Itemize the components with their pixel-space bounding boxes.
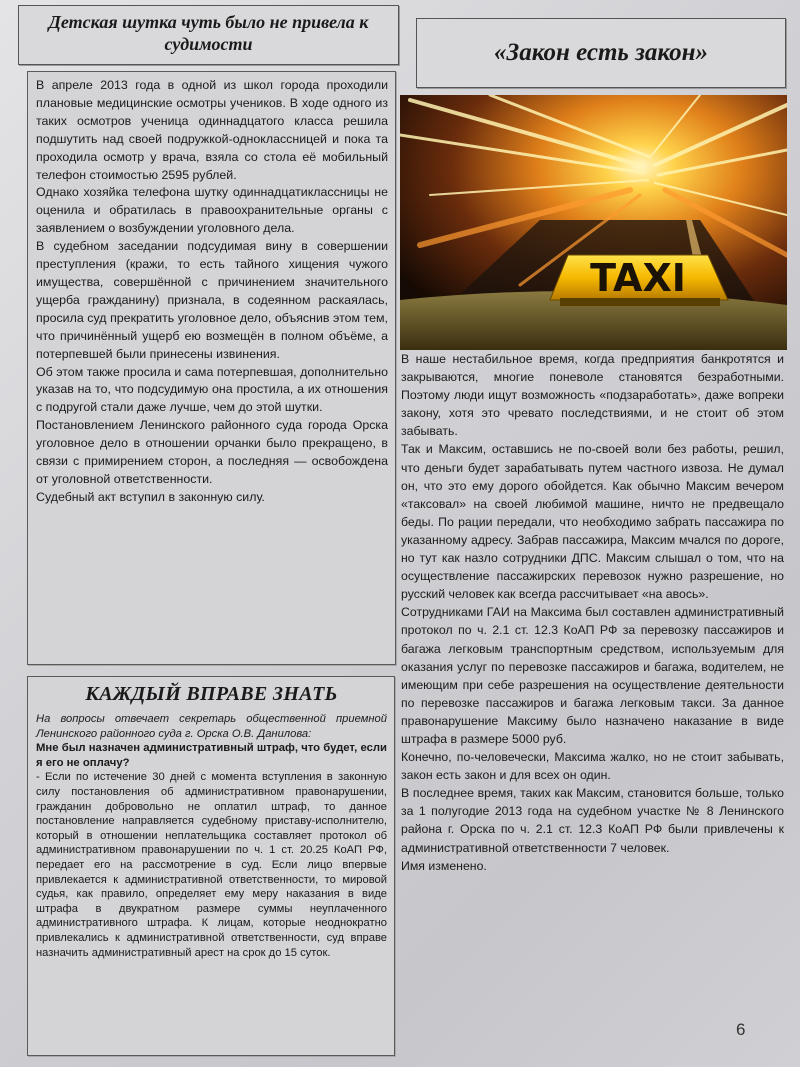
- article1-paragraph: В апреле 2013 года в одной из школ города проходили плановые медицинские осмотры учеников. В ходе одного из таких осмотров ученица одиннадцатого класса решила подшутить над своей подружкой-одноклассницей и пока та проходила осмотр у врача, взяла со стола её мобильный телефон стоимостью 2595 рублей.: [36, 78, 388, 182]
- article3-paragraph: Сотрудниками ГАИ на Максима был составлен административный протокол по ч. 2.1 ст. 12.3 КоАП РФ за перевозку пассажиров и багажа легковым транспортным средством, используемым для оказания услуг по перевозке пассажиров и багажа, водителем, не имеющим при себе разрешения на осуществление деятельности по перевозке пассажиров и багажа легковым такси. За данное правонарушение Максиму было назначено наказание в виде штрафа в размере 5000 руб.: [401, 605, 784, 746]
- article2-intro: На вопросы отвечает секретарь общественной приемной Ленинского районного суда г. Орска О.В. Данилова:: [36, 713, 387, 740]
- article3-paragraph: Конечно, по-человечески, Максима жалко, но не стоит забывать, закон есть закон и для всех он один.: [401, 750, 784, 783]
- taxi-photo: [400, 95, 787, 350]
- article3-paragraph: Так и Максим, оставшись не по-своей воли без работы, решил, что деньги будет зарабатывать путем частного извоза. Не думал он, что это ему дорого обойдется. Как обычно Максим вечером «таксовал» на своей любимой машине, ничто не предвещало беды. По рации передали, что необходимо забрать пассажира по указанному адресу. Забрав пассажира, Максим мчался по дороге, но тут как назло сотрудники ДПС. Максим слышал о том, что на осуществление пассажирских перевозок нужно разрешение, но русский человек как всегда рассчитывает «на авось».: [401, 442, 784, 602]
- article1-box: [27, 71, 396, 665]
- article2-box: [27, 676, 395, 1056]
- article3-paragraph: В последнее время, таких как Максим, становится больше, только за 1 полугодие 2013 года на судебном участке № 8 Ленинского района г. Орска по ч. 2.1 ст. 12.3 КоАП РФ были привлечены к административной ответственности 7 человек.: [401, 786, 784, 855]
- article1-paragraph: Об этом также просила и сама потерпевшая, дополнительно указав на то, что подсудимую она простила, а их отношения с подругой стали даже лучше, чем до этой шутки.: [36, 364, 388, 415]
- article3-body: [401, 350, 784, 875]
- article2-question: Мне был назначен административный штраф, что будет, если я его не оплачу?: [36, 742, 387, 769]
- article1-paragraph: В судебном заседании подсудимая вину в совершении преступления (кражи, то есть тайного хищения чужого имущества, совершённой с причинением значительного ущерба гражданину) признала, в содеянном раскаялась, просила суд прекратить уголовное дело, объяснив этом тем, что причинённый ущерб ею возмещён в полном объёме, а потерпевшей были принесены извинения.: [36, 239, 388, 361]
- article2-title: КАЖДЫЙ ВПРАВЕ ЗНАТЬ: [85, 683, 338, 705]
- article1-paragraph: Однако хозяйка телефона шутку одиннадцатиклассницы не оценила и обратилась в правоохранительные органы с заявлением о возбуждении уголовного дела.: [36, 185, 388, 236]
- article3-title: «Закон есть закон»: [416, 18, 786, 88]
- article3-paragraph: В наше нестабильное время, когда предприятия банкротятся и закрываются, многие поневоле становятся безработными. Поэтому люди ищут возможность «подзаработать», даже вопреки закону, хотя это чревато последствиями, и не стоит об этом забывать.: [401, 352, 784, 439]
- article1-paragraph: Судебный акт вступил в законную силу.: [36, 489, 265, 504]
- article1-paragraph: Постановлением Ленинского районного суда города Орска уголовное дело в отношении орчанки было прекращено, в связи с примирением сторон, а последняя — освобождена от уголовной ответственности.: [36, 418, 388, 486]
- article2-answer: - Если по истечение 30 дней с момента вступления в законную силу постановления об административном правонарушении, гражданин добровольно не оплатил штраф, то данное постановление направляется судебному приставу-исполнителю, который в отношении неплательщика составляет протокол об административном правонарушении по ч. 1 ст. 20.25 КоАП РФ, передает его на рассмотрение в суд. Если лицо впервые привлекается к административной ответственности, то мировой судья, как правило, определяет ему меру наказания в виде штрафа в двукратном размере суммы неуплаченного административного штрафа. К лицам, которые неоднократно привлекались к административной ответственности, суд вправе назначить административный арест на срок до 15 суток.: [36, 771, 387, 959]
- page-number: 6: [736, 1020, 746, 1039]
- article1-title: Детская шутка чуть было не привела к судимости: [18, 5, 399, 65]
- taxi-sign-text: TAXI: [590, 256, 686, 300]
- article3-paragraph: Имя изменено.: [401, 858, 487, 873]
